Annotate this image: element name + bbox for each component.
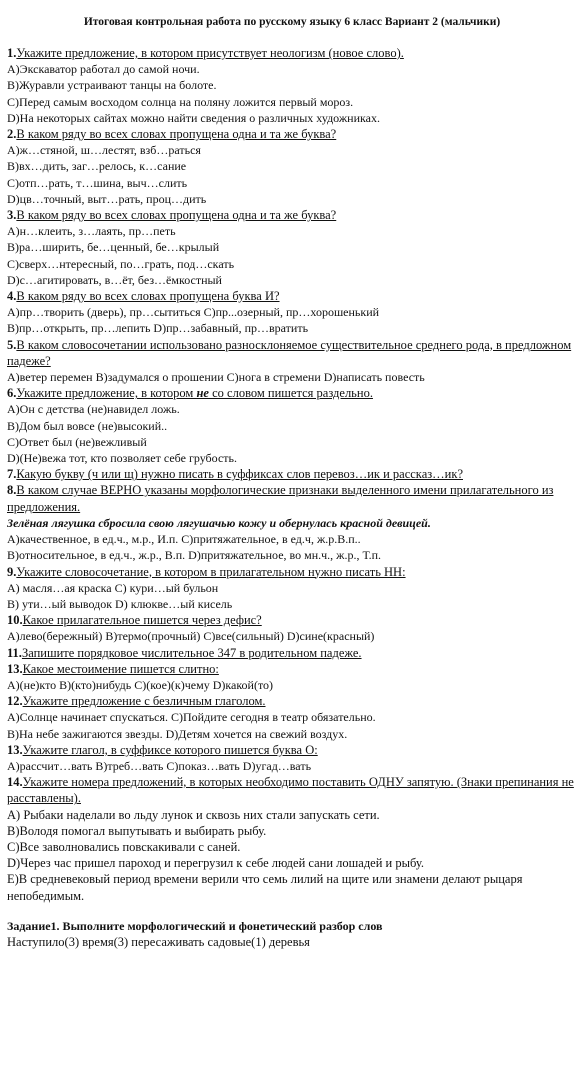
question-1 — [7, 45, 581, 126]
example-sentence: Зелёная лягушка сбросила свою лягушачью кожу и обернулась красной девицей. — [7, 515, 431, 530]
question-prompt: В каком словосочетании использовано разносклоняемое существительное среднего рода, в предложном падеже? — [7, 337, 572, 368]
question-prompt: В каком ряду во всех словах пропущена одна и та же буква? — [16, 127, 337, 142]
question-number: 13. — [7, 742, 23, 757]
answer-option: А)качественное, в ед.ч., м.р., И.п. С)притяжательное, в ед.ч, ж.р.В.п.. — [7, 532, 361, 547]
question-prompt: Укажите номера предложений, в которых необходимо поставить ОДНУ запятую. (Знаки препинания не расставлены). — [7, 775, 574, 806]
worksheet-content — [7, 45, 581, 950]
question-6 — [7, 385, 581, 466]
question-prompt: В каком случае ВЕРНО указаны морфологические признаки выделенного имени прилагательного из предложения. — [7, 483, 554, 514]
question-9 — [7, 564, 581, 613]
question-prompt: Укажите предложение с безличным глаголом. — [22, 694, 266, 709]
question-prompt: Какую букву (ч или щ) нужно писать в суффиксах слов перевоз…ик и рассказ…ик? — [16, 467, 463, 482]
question-prompt: Укажите глагол, в суффиксе которого пишется буква О: — [22, 742, 318, 757]
answer-option: В)вх…дить, заг…релось, к…сание — [7, 159, 187, 174]
task-1 — [7, 918, 581, 950]
question-number: 4. — [7, 289, 17, 304]
answer-option: D)цв…точный, выт…рать, проц…дить — [7, 191, 207, 206]
question-12 — [7, 693, 581, 742]
question-prompt: Какое прилагательное пишется через дефис? — [22, 613, 262, 628]
answer-option: В)относительное, в ед.ч., ж.р., В.п. D)притяжательное, во мн.ч., ж.р., Т.п. — [7, 548, 381, 563]
answer-option: D)(Не)вежа тот, кто позволяет себе грубость. — [7, 451, 238, 466]
question-number: 1. — [7, 46, 17, 60]
answer-option: С)Все заволновались повскакивали с саней. — [7, 839, 241, 854]
question-13-verb — [7, 742, 581, 774]
question-3 — [7, 207, 581, 288]
answer-option: А)ж…стяной, ш…лестят, взб…раться — [7, 143, 201, 158]
question-5 — [7, 337, 581, 386]
answer-option: В)пр…открыть, пр…лепить D)пр…забавный, пр…вратить — [7, 321, 309, 336]
question-number: 2. — [7, 127, 17, 142]
question-prompt: Укажите предложение, в котором присутствует неологизм (новое слово). — [16, 46, 404, 60]
question-number: 7. — [7, 467, 17, 482]
answer-option: В)ра…ширить, бе…ценный, бе…крылый — [7, 240, 220, 255]
question-prompt: В каком ряду во всех словах пропущена одна и та же буква? — [16, 208, 337, 223]
question-number: 8. — [7, 483, 17, 498]
answer-option: D)Через час пришел пароход и перегрузил к себе людей сани лошадей и рыбу. — [7, 856, 425, 871]
question-prompt: Какое местоимение пишется слитно: — [22, 661, 219, 676]
task-words: Наступило(3) время(3) пересаживать садовые(1) деревья — [7, 934, 310, 949]
answer-option: В)Дом был вовсе (не)высокий.. — [7, 418, 168, 433]
question-14 — [7, 774, 581, 904]
answer-option: D)с…агитировать, в…ёт, без…ёмкостный — [7, 272, 222, 287]
answer-option: А)лево(бережный) В)термо(прочный) С)все(сильный) D)сине(красный) — [7, 629, 375, 644]
question-number: 11. — [7, 645, 22, 660]
task-heading: Задание1. Выполните морфологический и фонетический разбор слов — [7, 918, 383, 933]
answer-option: В)Володя помогал выпутывать и выбирать рыбу. — [7, 823, 267, 838]
question-13-pronoun — [7, 661, 581, 693]
question-number: 6. — [7, 386, 17, 401]
question-10 — [7, 612, 581, 644]
page-title: Итоговая контрольная работа по русскому языку 6 класс Вариант 2 (мальчики) — [83, 16, 501, 28]
answer-option: В) ути…ый выводок D) клюкве…ый кисель — [7, 596, 233, 611]
question-prompt: В каком ряду во всех словах пропущена буква И? — [16, 289, 280, 304]
answer-option: А) Рыбаки наделали во льду лунок и сквозь них стали запускать сети. — [7, 807, 380, 822]
answer-option: А) масля…ая краска С) кури…ый бульон — [7, 580, 219, 595]
question-number: 13. — [7, 661, 23, 676]
answer-option: В)На небе зажигаются звезды. D)Детям хочется на свежий воздух. — [7, 726, 348, 741]
answer-option: С)сверх…нтересный, по…грать, под…скать — [7, 256, 235, 271]
answer-option: А)н…клеить, з…лаять, пр…петь — [7, 224, 176, 239]
answer-option: D)На некоторых сайтах можно найти сведения о различных художниках. — [7, 110, 380, 125]
question-number: 10. — [7, 613, 23, 628]
spacer — [7, 904, 581, 912]
answer-option: С)отп…рать, т…шина, выч…слить — [7, 175, 188, 190]
question-number: 5. — [7, 337, 17, 352]
answer-option: А)Солнце начинает спускаться. С)Пойдите сегодня в театр обязательно. — [7, 710, 376, 725]
answer-option: С)Перед самым восходом солнца на поляну ложится первый мороз. — [7, 94, 354, 109]
question-2 — [7, 126, 581, 207]
answer-option: А)Он с детства (не)навидел ложь. — [7, 402, 180, 417]
question-7 — [7, 466, 581, 482]
question-8 — [7, 482, 581, 563]
question-number: 9. — [7, 564, 17, 579]
question-prompt: Укажите словосочетание, в котором в прилагательном нужно писать НН: — [16, 564, 406, 579]
answer-option: А)Экскаватор работал до самой ночи. — [7, 62, 200, 77]
question-4 — [7, 288, 581, 337]
answer-option: Е)В средневековый период времени верили что семь лилий на щите или знамени делают рыцаря непобедимым. — [7, 872, 523, 903]
question-11 — [7, 645, 581, 661]
question-number: 14. — [7, 775, 23, 790]
answer-option: С)Ответ был (не)вежливый — [7, 434, 147, 449]
answer-option: А)рассчит…вать В)треб…вать С)показ…вать D)угад…вать — [7, 758, 312, 773]
question-prompt: Укажите предложение, в котором не со словом пишется раздельно. — [16, 386, 373, 401]
answer-option: А)пр…творить (дверь), пр…сытиться С)пр...озерный, пр…хорошенький — [7, 305, 380, 320]
question-prompt: Запишите порядковое числительное 347 в родительном падеже. — [21, 645, 362, 660]
question-number: 3. — [7, 208, 17, 223]
answer-option: А)(не)кто В)(кто)нибудь С)(кое)(к)чему D)какой(то) — [7, 677, 274, 692]
answer-option: А)ветер перемен В)задумался о прошении С)нога в стремени D)написать повесть — [7, 370, 425, 385]
question-number: 12. — [7, 694, 23, 709]
answer-option: В)Журавли устраивают танцы на болоте. — [7, 78, 217, 93]
